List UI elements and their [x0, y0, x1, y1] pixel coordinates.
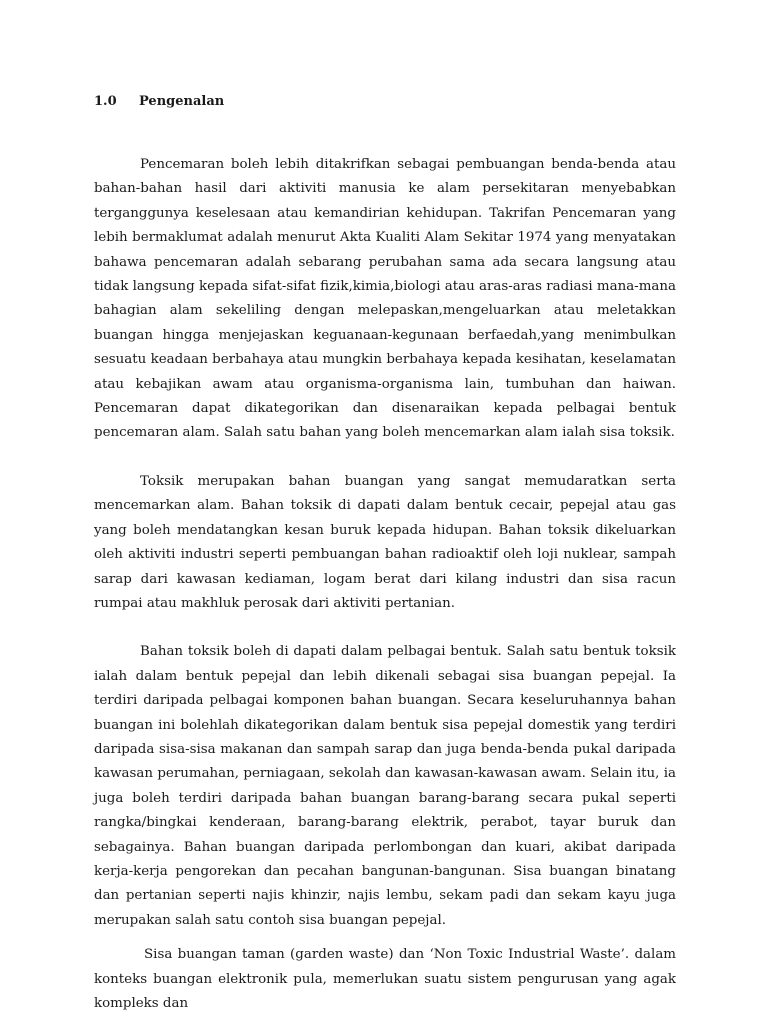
body-text: [94, 153, 676, 1016]
paragraph-1: Pencemaran boleh lebih ditakrifkan sebagai pembuangan benda-benda atau bahan-bahan hasil dari aktiviti manusia ke alam persekitaran menyebabkan terganggunya keselesaan atau kemandirian kehidupan. Takrifan Pencemaran yang lebih bermaklumat adalah menurut Akta Kualiti Alam Sekitar 1974 yang menyatakan bahawa pencemaran adalah sebarang perubahan sama ada secara langsung atau tidak langsung kepada sifat-sifat fizik,kimia,biologi atau aras-aras radiasi mana-mana bahagian alam sekeliling dengan melepaskan,mengeluarkan atau meletakkan buangan hingga menjejaskan keguanaan-kegunaan berfaedah,yang menimbulkan sesuatu keadaan berbahaya atau mungkin berbahaya kepada kesihatan, keselamatan atau kebajikan awam atau organisma-organisma lain, tumbuhan dan haiwan. Pencemaran dapat dikategorikan dan disenaraikan kepada pelbagai bentuk pencemaran alam. Salah satu bahan yang boleh mencemarkan alam ialah sisa toksik.: [94, 157, 676, 441]
paragraph-2: Toksik merupakan bahan buangan yang sangat memudaratkan serta mencemarkan alam. Bahan toksik di dapati dalam bentuk cecair, pepejal atau gas yang boleh mendatangkan kesan buruk kepada hidupan. Bahan toksik dikeluarkan oleh aktiviti industri seperti pembuangan bahan radioaktif oleh loji nuklear, sampah sarap dari kawasan kediaman, logam berat dari kilang industri dan sisa racun rumpai atau makhluk perosak dari aktiviti pertanian.: [94, 473, 676, 611]
paragraph-3: Bahan toksik boleh di dapati dalam pelbagai bentuk. Salah satu bentuk toksik ialah dalam bentuk pepejal dan lebih dikenali sebagai sisa buangan pepejal. Ia terdiri daripada pelbagai komponen bahan buangan. Secara keseluruhannya bahan buangan ini bolehlah dikategorikan dalam bentuk sisa pepejal domestik yang terdiri daripada sisa-sisa makanan dan sampah sarap dan juga benda-benda pukal daripada kawasan perumahan, perniagaan, sekolah dan kawasan-kawasan awam. Selain itu, ia juga boleh terdiri daripada bahan buangan barang-barang secara pukal seperti rangka/bingkai kenderaan, barang-barang elektrik, perabot, tayar buruk dan sebagainya. Bahan buangan daripada perlombongan dan kuari, akibat daripada kerja-kerja pengorekan dan pecahan bangunan-bangunan. Sisa buangan binatang dan pertanian seperti najis khinzir, najis lembu, sekam padi dan sekam kayu juga merupakan salah satu contoh sisa buangan pepejal.: [94, 644, 676, 928]
section-title: Pengenalan: [139, 94, 225, 109]
section-heading: [94, 93, 224, 111]
section-number: 1.0: [94, 94, 117, 109]
paragraph-4: Sisa buangan taman (garden waste) dan ‘Non Toxic Industrial Waste’. dalam konteks buangan elektronik pula, memerlukan suatu sistem pengurusan yang agak kompleks dan: [94, 947, 676, 1011]
